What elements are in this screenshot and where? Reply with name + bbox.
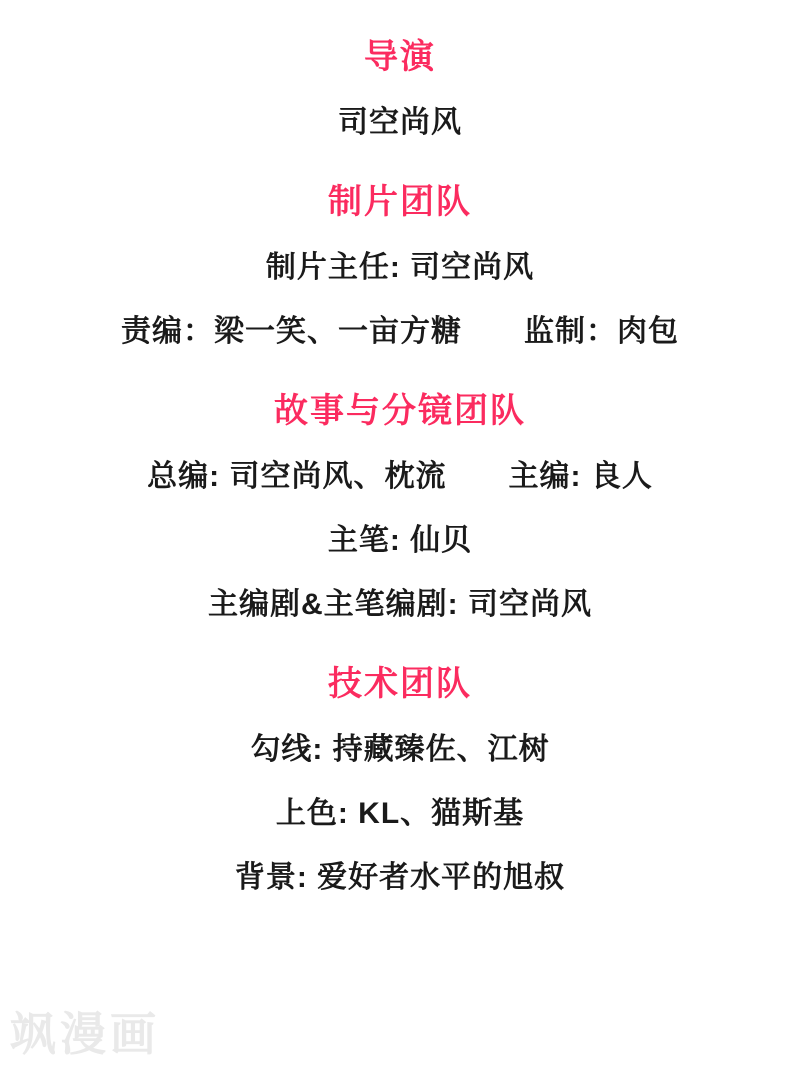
- credit-row: 勾线: 持藏臻佐、江树: [250, 733, 550, 766]
- credit-row: 责编：梁一笑、一亩方糖 监制：肉包: [121, 315, 679, 348]
- credit-row: 主笔: 仙贝: [327, 524, 473, 557]
- section-heading: 故事与分镜团队: [274, 392, 526, 430]
- credit-row: 上色: KL、猫斯基: [275, 797, 525, 830]
- credit-row: 总编: 司空尚风、枕流 主编: 良人: [147, 460, 653, 493]
- watermark-logo: 飒漫画: [10, 1008, 160, 1060]
- credit-row: 主编剧&主笔编剧: 司空尚风: [208, 588, 592, 621]
- section-heading: 技术团队: [328, 665, 472, 703]
- credit-row: 制片主任: 司空尚风: [265, 251, 535, 284]
- credit-row: 司空尚风: [338, 106, 462, 139]
- section-heading: 导演: [364, 38, 436, 76]
- credit-row: 背景: 爱好者水平的旭叔: [234, 861, 566, 894]
- section-heading: 制片团队: [328, 183, 472, 221]
